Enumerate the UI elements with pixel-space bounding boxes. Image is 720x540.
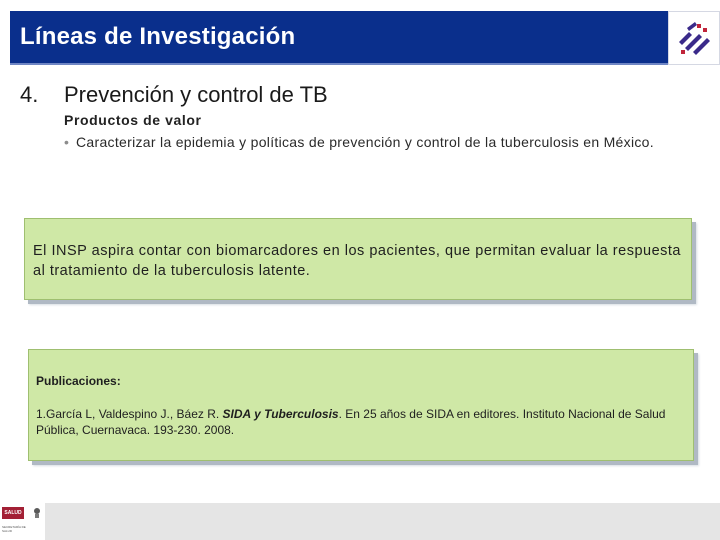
salud-badge: SALUD xyxy=(2,507,24,519)
institutional-logo-icon xyxy=(675,20,715,58)
highlight-box xyxy=(24,218,692,300)
footer-logo xyxy=(0,503,45,540)
highlight-text: El INSP aspira contar con biomarcadores en los pacientes, que permitan evaluar la respuesta al tratamiento de la tuberculosis latente. xyxy=(33,243,681,279)
section-title: Prevención y control de TB xyxy=(64,82,328,107)
footer-band xyxy=(45,503,720,540)
publication-citation xyxy=(36,406,685,438)
bullet-dot-icon: • xyxy=(64,134,70,150)
citation-authors: 1.García L, Valdespino J., Báez R. xyxy=(36,407,223,421)
eagle-emblem-icon xyxy=(32,507,42,519)
publications-heading: Publicaciones: xyxy=(36,374,121,388)
subheading-productos: Productos de valor xyxy=(64,112,202,128)
bullet-text: Caracterizar la epidemia y políticas de prevención y control de la tuberculosis en México. xyxy=(76,134,654,150)
citation-details: . En 25 años de SIDA en editores. Instituto Nacional de Salud Pública, Cuernavaca. 193-230. 2008. xyxy=(36,407,666,437)
secretaria-text: SECRETARÍA DE SALUD xyxy=(2,525,26,533)
section-number: 4. xyxy=(20,82,39,107)
title-bar xyxy=(10,11,668,65)
institutional-logo xyxy=(668,11,720,65)
publications-box xyxy=(28,349,694,461)
citation-title: SIDA y Tuberculosis xyxy=(222,407,339,421)
bullet-item xyxy=(64,133,664,152)
slide-title: Líneas de Investigación xyxy=(20,23,296,50)
